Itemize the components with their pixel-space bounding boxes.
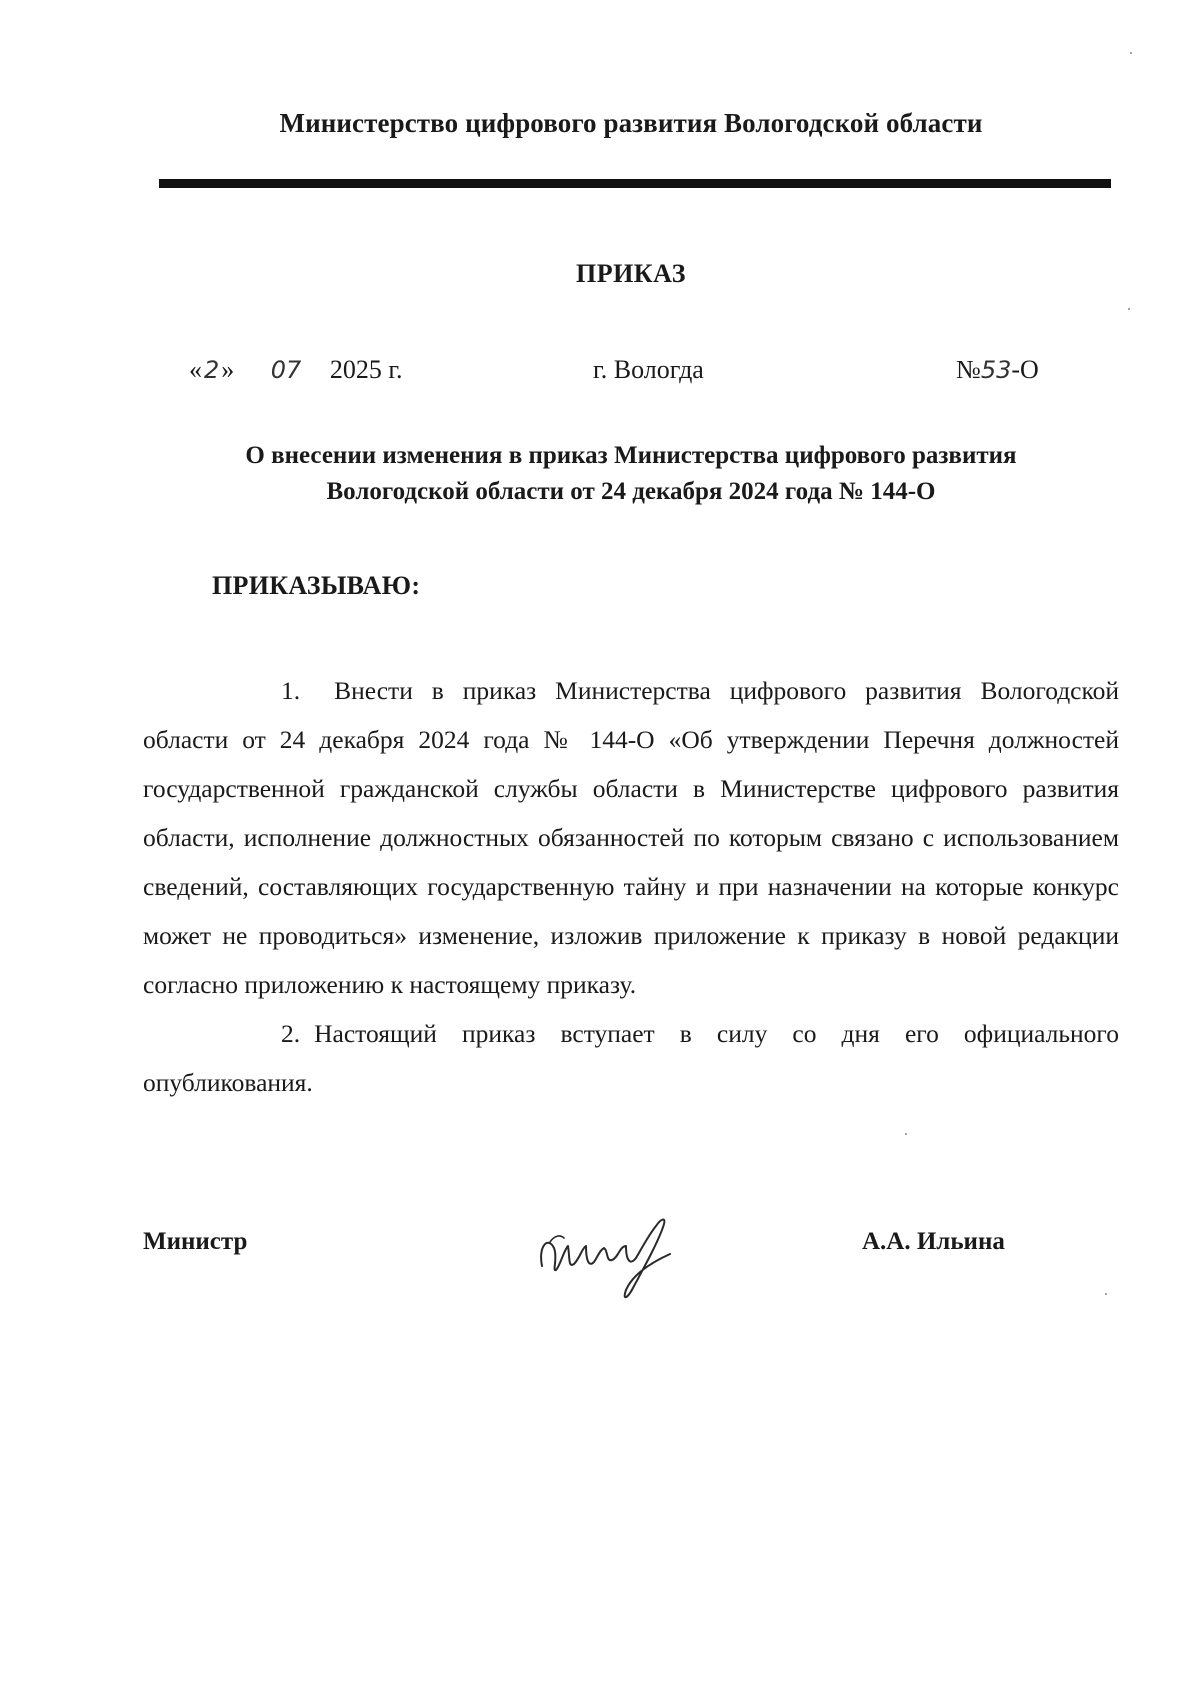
date-year: 2025 bbox=[329, 355, 382, 384]
paragraph-text: Настоящий приказ вступает в силу со дня его официального опубликования. bbox=[143, 1019, 1119, 1097]
paragraph-text: Внести в приказ Министерства цифрового развития Вологодской области от 24 декабря 2024 года № 144-О «Об утверждении Перечня должностей государственной гражданской службы области в Министерстве цифрового развития области, исполнение должностных обязанностей по которым связано с использованием сведений, составляющих государственную тайну и при назначении на которые конкурс может не проводиться» изменение, изложив приложение к приказу в новой редакции согласно приложению к настоящему приказу. bbox=[143, 676, 1119, 999]
paragraph-number: 2. bbox=[281, 1019, 301, 1048]
date-close-quote: » bbox=[221, 355, 235, 384]
order-word: ПРИКАЗЫВАЮ: bbox=[212, 571, 421, 600]
paragraph-2 bbox=[143, 1009, 1119, 1107]
scan-speck bbox=[1130, 52, 1132, 54]
organization-name: Министерство цифрового развития Вологодской области bbox=[279, 108, 983, 138]
document-meta-line bbox=[0, 355, 1200, 395]
document-body bbox=[143, 666, 1119, 1107]
signatory-name: А.А. Ильина bbox=[862, 1228, 1005, 1255]
handwritten-signature bbox=[530, 1206, 690, 1306]
date-year-suffix: г. bbox=[388, 355, 403, 384]
number-suffix: -О bbox=[1011, 355, 1039, 384]
paragraph-1 bbox=[143, 666, 1119, 1009]
document-type: ПРИКАЗ bbox=[575, 259, 687, 288]
scan-speck bbox=[905, 1133, 907, 1135]
document-number bbox=[956, 355, 1039, 385]
scan-speck bbox=[1105, 1293, 1107, 1295]
document-city: г. Вологда bbox=[593, 355, 704, 384]
number-prefix: № bbox=[956, 355, 981, 384]
subject-line: Вологодской области от 24 декабря 2024 года № 144-О bbox=[326, 478, 936, 505]
date-month: 07 bbox=[270, 356, 302, 384]
paragraph-number: 1. bbox=[281, 676, 301, 705]
scan-speck bbox=[1128, 308, 1130, 310]
document-date bbox=[189, 355, 403, 385]
number-value: 53 bbox=[980, 356, 1012, 384]
signature-block bbox=[0, 1220, 1200, 1300]
date-open-quote: « bbox=[189, 355, 202, 384]
date-day: 2 bbox=[204, 356, 220, 384]
subject-line: О внесении изменения в приказ Министерства цифрового развития bbox=[245, 442, 1017, 469]
document-subject bbox=[140, 438, 1122, 510]
signatory-position: Министр bbox=[143, 1228, 248, 1255]
header-rule bbox=[159, 179, 1111, 188]
